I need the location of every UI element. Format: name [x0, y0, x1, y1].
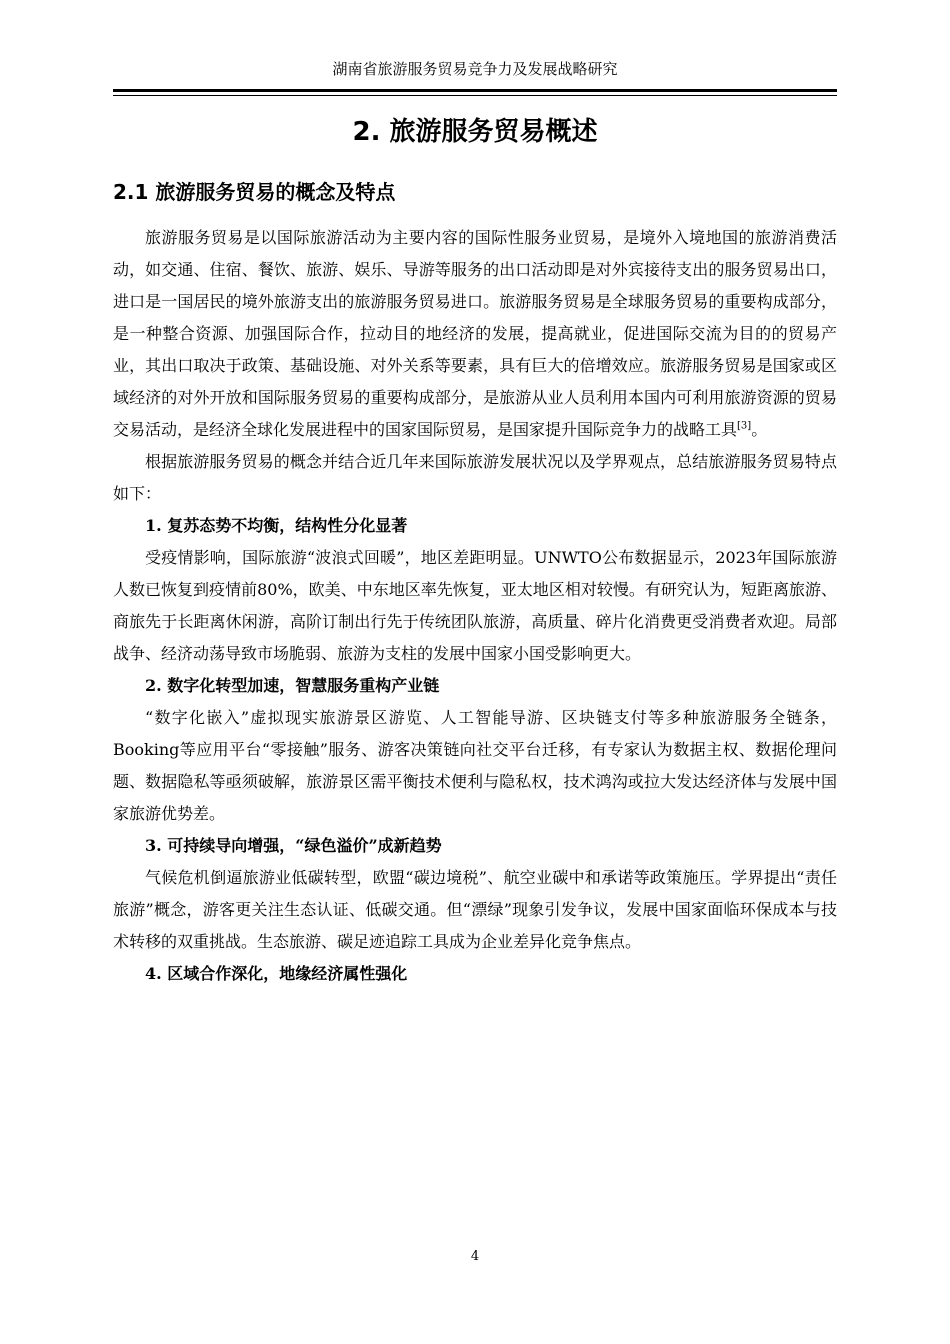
paragraph-summary: 根据旅游服务贸易的概念并结合近几年来国际旅游发展状况以及学界观点，总结旅游服务贸易特点如下： — [113, 452, 837, 503]
feature-3-text: 气候危机倒逼旅游业低碳转型，欧盟“碳边境税”、航空业碳中和承诺等政策施压。学界提出“责任旅游”概念，游客更关注生态认证、低碳交通。但“漂绿”现象引发争议，发展中国家面临环保成本与技术转移的双重挑战。生态旅游、碳足迹追踪工具成为企业差异化竞争焦点。 — [113, 868, 837, 951]
paragraph-definition — [113, 222, 837, 446]
section-title: 2.1 旅游服务贸易的概念及特点 — [113, 180, 396, 204]
paragraph-definition-text: 旅游服务贸易是以国际旅游活动为主要内容的国际性服务业贸易，是境外入境地国的旅游消费活动，如交通、住宿、餐饮、旅游、娱乐、导游等服务的出口活动即是对外宾接待支出的服务贸易出口，进口是一国居民的境外旅游支出的旅游服务贸易进口。旅游服务贸易是全球服务贸易的重要构成部分，是一种整合资源、加强国际合作，拉动目的地经济的发展，提高就业，促进国际交流为目的的贸易产业，其出口取决于政策、基础设施、对外关系等要素，具有巨大的倍增效应。旅游服务贸易是国家或区域经济的对外开放和国际服务贸易的重要构成部分，是旅游从业人员利用本国内可利用旅游资源的贸易交易活动，是经济全球化发展进程中的国家国际贸易，是国家提升国际竞争力的战略工具 — [113, 228, 837, 439]
feature-3-heading: 3. 可持续导向增强，“绿色溢价”成新趋势 — [145, 836, 442, 855]
citation-3[interactable]: [3] — [737, 420, 752, 432]
running-header: 湖南省旅游服务贸易竞争力及发展战略研究 — [332, 60, 618, 78]
header-rule-thin — [113, 95, 837, 96]
chapter-title: 2. 旅游服务贸易概述 — [352, 117, 598, 147]
feature-1-text: 受疫情影响，国际旅游“波浪式回暖”，地区差距明显。UNWTO公布数据显示，2023年国际旅游人数已恢复到疫情前80%，欧美、中东地区率先恢复，亚太地区相对较慢。有研究认为，短距离旅游、商旅先于长距离休闲游，高阶订制出行先于传统团队旅游，高质量、碎片化消费更受消费者欢迎。局部战争、经济动荡导致市场脆弱、旅游为支柱的发展中国家小国受影响更大。 — [113, 548, 837, 663]
header-rule-thick — [113, 89, 837, 92]
page-number: 4 — [470, 1249, 480, 1264]
paragraph-definition-end: 。 — [751, 420, 768, 439]
feature-4-heading: 4. 区域合作深化，地缘经济属性强化 — [145, 964, 408, 983]
feature-2-text: “数字化嵌入”虚拟现实旅游景区游览、人工智能导游、区块链支付等多种旅游服务全链条，Booking等应用平台“零接触”服务、游客决策链向社交平台迁移，有专家认为数据主权、数据伦理问题、数据隐私等亟须破解，旅游景区需平衡技术便利与隐私权，技术鸿沟或拉大发达经济体与发展中国家旅游优势差。 — [113, 708, 837, 823]
feature-1-heading: 1. 复苏态势不均衡，结构性分化显著 — [145, 516, 408, 535]
body-text — [113, 222, 837, 990]
feature-2-heading: 2. 数字化转型加速，智慧服务重构产业链 — [145, 676, 440, 695]
